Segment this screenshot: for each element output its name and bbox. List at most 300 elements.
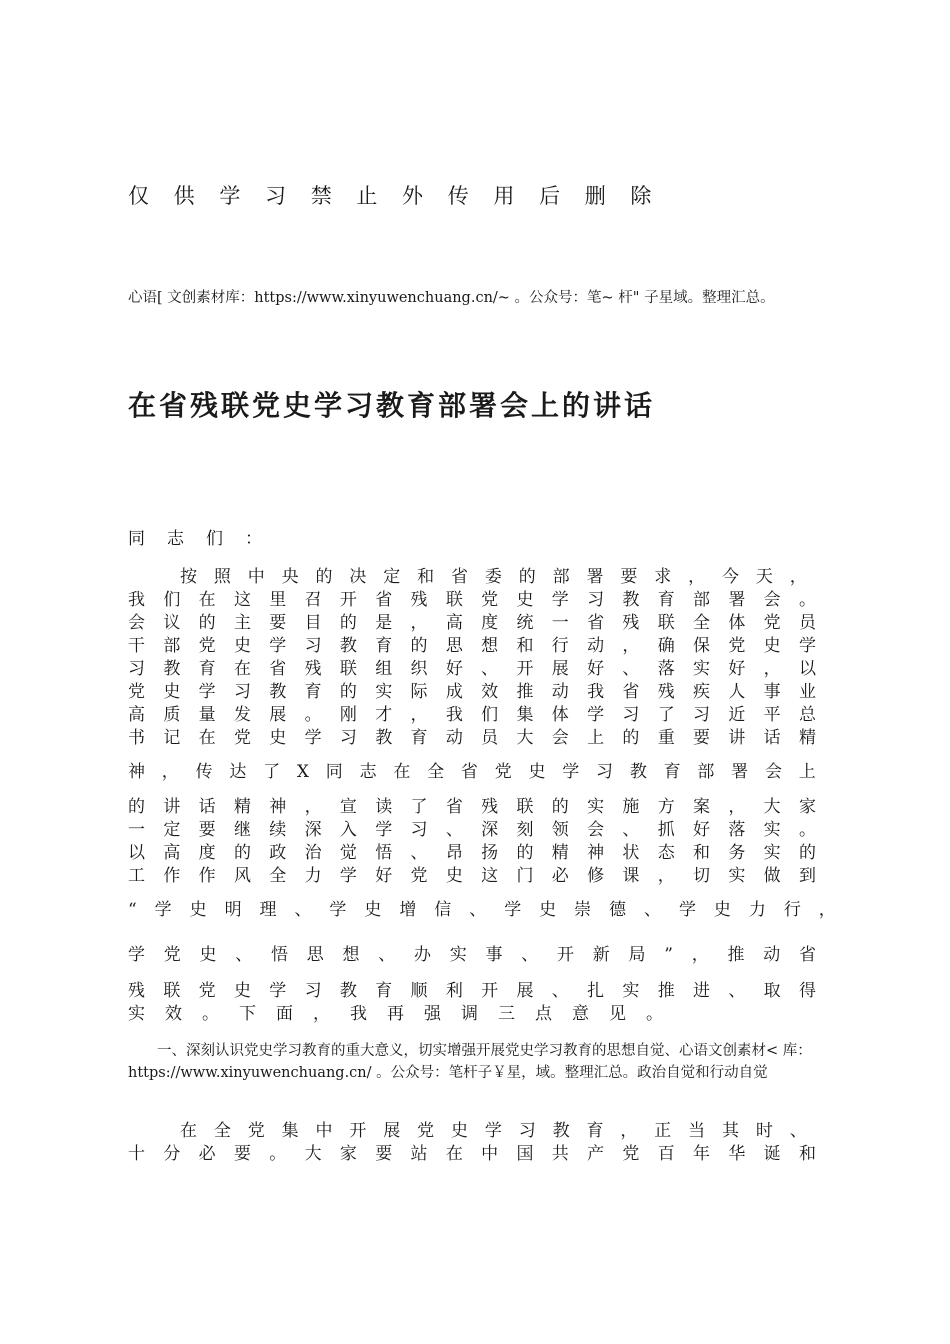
glyph: 。 bbox=[304, 705, 322, 725]
glyph: 省 bbox=[445, 797, 463, 817]
glyph: 育 bbox=[375, 981, 393, 1001]
glyph: 省 bbox=[460, 762, 478, 782]
glyph: ， bbox=[304, 797, 322, 817]
glyph: 作 bbox=[198, 866, 216, 886]
glyph: 动 bbox=[551, 682, 569, 702]
glyph: 在 bbox=[198, 590, 216, 610]
glyph: 史 bbox=[233, 981, 251, 1001]
glyph: 业 bbox=[798, 682, 816, 702]
glyph: 利 bbox=[445, 981, 463, 1001]
glyph: 见 bbox=[609, 1004, 626, 1024]
glyph: 、 bbox=[445, 820, 463, 840]
glyph: ， bbox=[620, 1121, 638, 1141]
glyph: 精 bbox=[233, 797, 251, 817]
glyph: 思 bbox=[445, 636, 463, 656]
glyph: 、 bbox=[622, 659, 640, 679]
glyph: 实 bbox=[763, 843, 781, 863]
glyph: 达 bbox=[229, 762, 247, 782]
glyph: 大 bbox=[763, 797, 781, 817]
glyph: 神 bbox=[269, 797, 287, 817]
glyph: 集 bbox=[281, 1121, 299, 1141]
glyph: 残 bbox=[657, 682, 675, 702]
glyph: 学 bbox=[484, 1121, 502, 1141]
glyph: 和 bbox=[798, 1144, 816, 1164]
glyph: 传 bbox=[195, 762, 213, 782]
glyph: 度 bbox=[481, 613, 499, 633]
glyph: 教 bbox=[622, 590, 640, 610]
glyph: 。 bbox=[202, 1004, 219, 1024]
glyph: ， bbox=[763, 659, 781, 679]
source-line: 心语[ 文创素材库：https://www.xinyuwenchuang.cn/~ 。公众号：笔~ 杆" 子星域。整理汇总。 bbox=[128, 290, 775, 306]
glyph: ， bbox=[789, 567, 807, 587]
glyph: 志 bbox=[359, 762, 377, 782]
glyph: 按 bbox=[180, 567, 197, 587]
glyph: 集 bbox=[516, 705, 534, 725]
glyph: 习 bbox=[339, 728, 357, 748]
glyph: 教 bbox=[339, 981, 357, 1001]
glyph: 才 bbox=[375, 705, 393, 725]
glyph: 党 bbox=[763, 613, 781, 633]
glyph: 学 bbox=[798, 636, 816, 656]
glyph: 们 bbox=[481, 705, 499, 725]
glyph: 史 bbox=[199, 945, 217, 965]
glyph: 的 bbox=[339, 613, 357, 633]
glyph: 省 bbox=[798, 945, 816, 965]
glyph: 定 bbox=[163, 820, 181, 840]
glyph: 局 bbox=[628, 945, 646, 965]
glyph: ， bbox=[622, 636, 640, 656]
glyph: 到 bbox=[798, 866, 816, 886]
glyph: 继 bbox=[233, 820, 251, 840]
glyph: 习 bbox=[693, 705, 710, 725]
glyph: 悟 bbox=[375, 843, 393, 863]
glyph: 上 bbox=[587, 728, 605, 748]
glyph: 推 bbox=[727, 945, 745, 965]
body-line bbox=[128, 589, 816, 612]
glyph: 党 bbox=[163, 945, 181, 965]
glyph: 政 bbox=[269, 843, 287, 863]
glyph: 事 bbox=[485, 945, 503, 965]
glyph: 意 bbox=[572, 1004, 589, 1024]
glyph: 史 bbox=[233, 636, 251, 656]
glyph: 书 bbox=[128, 728, 145, 748]
glyph: 平 bbox=[763, 705, 781, 725]
glyph: 展 bbox=[269, 705, 287, 725]
glyph: 学 bbox=[551, 590, 569, 610]
glyph: 习 bbox=[587, 590, 605, 610]
glyph: 要 bbox=[269, 613, 287, 633]
glyph: ， bbox=[410, 705, 428, 725]
glyph: 总 bbox=[798, 705, 816, 725]
glyph: 实 bbox=[449, 945, 467, 965]
glyph: 在 bbox=[198, 728, 216, 748]
body-line bbox=[128, 796, 816, 819]
glyph: 修 bbox=[587, 866, 605, 886]
glyph: 部 bbox=[697, 762, 715, 782]
glyph: 署 bbox=[586, 567, 604, 587]
glyph: 门 bbox=[516, 866, 534, 886]
glyph: 得 bbox=[798, 981, 816, 1001]
glyph: 。 bbox=[646, 1004, 663, 1024]
glyph: 十 bbox=[128, 1144, 145, 1164]
glyph: 开 bbox=[481, 981, 499, 1001]
glyph: 续 bbox=[269, 820, 287, 840]
glyph: 动 bbox=[763, 945, 781, 965]
glyph: 和 bbox=[516, 636, 534, 656]
glyph: 展 bbox=[383, 1121, 401, 1141]
glyph: 的 bbox=[516, 843, 534, 863]
glyph: 署 bbox=[728, 590, 746, 610]
body-line bbox=[128, 1143, 816, 1166]
glyph: 党 bbox=[728, 636, 746, 656]
glyph: 全 bbox=[213, 1121, 231, 1141]
glyph: ， bbox=[657, 866, 675, 886]
glyph: 的 bbox=[339, 682, 357, 702]
glyph: 员 bbox=[798, 613, 816, 633]
glyph: 要 bbox=[233, 1144, 251, 1164]
glyph: 调 bbox=[461, 1004, 478, 1024]
glyph: 入 bbox=[339, 820, 357, 840]
glyph: 史 bbox=[763, 636, 781, 656]
glyph: 我 bbox=[128, 590, 145, 610]
glyph: 习 bbox=[518, 1121, 536, 1141]
glyph: 刻 bbox=[516, 820, 534, 840]
body-line bbox=[128, 658, 816, 681]
glyph: 刚 bbox=[339, 705, 357, 725]
glyph: 育 bbox=[198, 659, 216, 679]
glyph: 一 bbox=[551, 613, 569, 633]
glyph: 高 bbox=[128, 705, 145, 725]
body-line bbox=[128, 612, 816, 635]
glyph: 成 bbox=[445, 682, 463, 702]
glyph: 话 bbox=[198, 797, 216, 817]
glyph: 学 bbox=[562, 762, 580, 782]
document-title: 在省残联党史学习教育部署会上的讲话 bbox=[128, 389, 656, 422]
glyph: 必 bbox=[551, 866, 569, 886]
glyph: 正 bbox=[654, 1121, 672, 1141]
glyph: 务 bbox=[728, 843, 746, 863]
glyph: 党 bbox=[622, 1144, 640, 1164]
glyph: 实 bbox=[622, 981, 640, 1001]
glyph: 昂 bbox=[445, 843, 463, 863]
glyph: 全 bbox=[269, 866, 287, 886]
glyph: 好 bbox=[375, 866, 393, 886]
glyph: 残 bbox=[481, 797, 499, 817]
body-line bbox=[128, 899, 836, 922]
glyph: 开 bbox=[339, 590, 357, 610]
glyph: 要 bbox=[198, 820, 216, 840]
glyph: 、 bbox=[481, 659, 499, 679]
glyph: 、 bbox=[410, 843, 428, 863]
glyph: 教 bbox=[269, 682, 287, 702]
glyph: 精 bbox=[798, 728, 816, 748]
glyph: 、 bbox=[551, 981, 569, 1001]
glyph: 习 bbox=[233, 682, 251, 702]
glyph: 和 bbox=[417, 567, 435, 587]
glyph: 教 bbox=[375, 728, 393, 748]
glyph: 上 bbox=[798, 762, 816, 782]
glyph: 求 bbox=[654, 567, 672, 587]
glyph: 干 bbox=[128, 636, 145, 656]
glyph: 党 bbox=[410, 866, 428, 886]
glyph: 党 bbox=[198, 981, 216, 1001]
glyph: 史 bbox=[516, 590, 534, 610]
glyph: 进 bbox=[693, 981, 710, 1001]
glyph: 党 bbox=[247, 1121, 265, 1141]
glyph: 中 bbox=[315, 1121, 333, 1141]
body-line bbox=[128, 1003, 816, 1026]
glyph: 学 bbox=[504, 900, 522, 920]
glyph: 会 bbox=[587, 820, 605, 840]
glyph: 力 bbox=[748, 900, 766, 920]
glyph: 的 bbox=[410, 636, 428, 656]
body-line bbox=[128, 819, 816, 842]
glyph: 主 bbox=[233, 613, 251, 633]
glyph: 理 bbox=[259, 900, 277, 920]
glyph: 的 bbox=[315, 567, 333, 587]
glyph: 展 bbox=[551, 659, 569, 679]
glyph: 和 bbox=[693, 843, 710, 863]
glyph: 治 bbox=[304, 843, 322, 863]
glyph: 史 bbox=[539, 900, 557, 920]
glyph: 在 bbox=[445, 1144, 463, 1164]
glyph: 、 bbox=[521, 945, 539, 965]
glyph: 天 bbox=[755, 567, 773, 587]
glyph: 信 bbox=[434, 900, 452, 920]
glyph: 。 bbox=[798, 820, 816, 840]
glyph: 状 bbox=[622, 843, 640, 863]
glyph: 以 bbox=[798, 659, 816, 679]
glyph: 德 bbox=[609, 900, 627, 920]
glyph: 宣 bbox=[339, 797, 357, 817]
glyph: 产 bbox=[587, 1144, 605, 1164]
glyph: 、 bbox=[644, 900, 661, 920]
glyph: 了 bbox=[657, 705, 675, 725]
glyph: 觉 bbox=[339, 843, 357, 863]
glyph: 的 bbox=[622, 728, 640, 748]
glyph: 、 bbox=[622, 820, 640, 840]
glyph: 员 bbox=[481, 728, 499, 748]
glyph: 行 bbox=[783, 900, 801, 920]
body-line bbox=[128, 980, 816, 1003]
glyph: 深 bbox=[304, 820, 322, 840]
glyph: 这 bbox=[481, 866, 499, 886]
glyph: 实 bbox=[375, 682, 393, 702]
glyph: 学 bbox=[339, 866, 357, 886]
glyph: 我 bbox=[350, 1004, 367, 1024]
glyph: 质 bbox=[163, 705, 181, 725]
glyph: 联 bbox=[657, 613, 675, 633]
glyph: 态 bbox=[657, 843, 675, 863]
glyph: ， bbox=[688, 567, 706, 587]
glyph: 党 bbox=[481, 590, 499, 610]
body-line bbox=[128, 681, 816, 704]
glyph: 神 bbox=[587, 843, 605, 863]
glyph: 大 bbox=[304, 1144, 322, 1164]
glyph: 了 bbox=[263, 762, 281, 782]
glyph: 必 bbox=[198, 1144, 216, 1164]
glyph: 决 bbox=[349, 567, 367, 587]
glyph: 织 bbox=[410, 659, 428, 679]
glyph: 诞 bbox=[763, 1144, 781, 1164]
glyph: 习 bbox=[304, 981, 322, 1001]
glyph: 好 bbox=[587, 659, 605, 679]
glyph: 强 bbox=[424, 1004, 441, 1024]
glyph: 作 bbox=[163, 866, 181, 886]
glyph: 增 bbox=[399, 900, 417, 920]
glyph: 读 bbox=[375, 797, 393, 817]
glyph: 的 bbox=[128, 797, 145, 817]
glyph: ， bbox=[313, 1004, 330, 1024]
glyph: 、 bbox=[235, 945, 253, 965]
glyph: 保 bbox=[693, 636, 710, 656]
glyph: 党 bbox=[198, 636, 216, 656]
glyph: 会 bbox=[128, 613, 145, 633]
glyph: 省 bbox=[587, 613, 605, 633]
glyph: 共 bbox=[551, 1144, 569, 1164]
glyph: 史 bbox=[451, 1121, 468, 1141]
glyph: 讲 bbox=[163, 797, 181, 817]
glyph: 教 bbox=[552, 1121, 570, 1141]
glyph: 以 bbox=[128, 843, 145, 863]
glyph: 省 bbox=[451, 567, 468, 587]
glyph: 教 bbox=[629, 762, 647, 782]
glyph: 部 bbox=[163, 636, 181, 656]
glyph: 想 bbox=[342, 945, 360, 965]
glyph: 习 bbox=[596, 762, 614, 782]
body-line bbox=[128, 704, 816, 727]
glyph: 效 bbox=[481, 682, 499, 702]
glyph: 学 bbox=[329, 900, 347, 920]
glyph: 体 bbox=[551, 705, 569, 725]
glyph: 史 bbox=[269, 728, 287, 748]
salutation bbox=[128, 528, 816, 551]
glyph: 会 bbox=[763, 590, 781, 610]
glyph: 同 bbox=[325, 762, 343, 782]
glyph: 一 bbox=[128, 820, 145, 840]
glyph: 会 bbox=[764, 762, 782, 782]
glyph: 。 bbox=[269, 1144, 287, 1164]
glyph: 省 bbox=[269, 659, 287, 679]
glyph: 力 bbox=[304, 866, 322, 886]
glyph: 、 bbox=[378, 945, 396, 965]
glyph: ， bbox=[161, 762, 179, 782]
glyph: 量 bbox=[198, 705, 216, 725]
glyph: 落 bbox=[728, 820, 746, 840]
section-heading: 一、深刻认识党史学习教育的重大意义，切实增强开展党史学习教育的思想自觉、心语文创素材< 库：https://www.xinyuwenchuang.cn/ 。公众号：笔杆子￥星，域。整理汇总。政治自觉和行动自觉 bbox=[128, 1043, 812, 1081]
glyph: 再 bbox=[387, 1004, 404, 1024]
glyph: 学 bbox=[375, 820, 393, 840]
glyph: 实 bbox=[728, 866, 746, 886]
glyph: 学 bbox=[198, 682, 216, 702]
glyph: 习 bbox=[410, 820, 428, 840]
glyph: 我 bbox=[445, 705, 463, 725]
glyph: 史 bbox=[189, 900, 207, 920]
glyph: 高 bbox=[445, 613, 463, 633]
body-line bbox=[128, 635, 816, 658]
glyph: 在 bbox=[180, 1121, 197, 1141]
glyph: 人 bbox=[728, 682, 746, 702]
glyph: 议 bbox=[163, 613, 181, 633]
glyph: 事 bbox=[763, 682, 781, 702]
glyph: 抓 bbox=[657, 820, 675, 840]
glyph: 讲 bbox=[728, 728, 746, 748]
glyph: 大 bbox=[516, 728, 534, 748]
glyph: 重 bbox=[657, 728, 675, 748]
glyph: 学 bbox=[269, 981, 287, 1001]
glyph: 新 bbox=[592, 945, 610, 965]
glyph: 育 bbox=[304, 682, 322, 702]
glyph: 了 bbox=[410, 797, 428, 817]
glyph: 党 bbox=[128, 682, 145, 702]
glyph: 部 bbox=[693, 590, 710, 610]
glyph: 站 bbox=[410, 1144, 428, 1164]
glyph: 育 bbox=[375, 636, 393, 656]
glyph: 里 bbox=[269, 590, 287, 610]
glyph: 其 bbox=[722, 1121, 739, 1141]
glyph: 行 bbox=[551, 636, 569, 656]
glyph: 史 bbox=[528, 762, 546, 782]
glyph: ， bbox=[691, 945, 709, 965]
glyph: 、 bbox=[294, 900, 312, 920]
glyph: 全 bbox=[693, 613, 710, 633]
glyph: 度 bbox=[198, 843, 216, 863]
glyph: 目 bbox=[304, 613, 322, 633]
glyph: 今 bbox=[722, 567, 739, 587]
glyph: 近 bbox=[728, 705, 746, 725]
glyph: 开 bbox=[516, 659, 534, 679]
glyph: 同 bbox=[128, 529, 145, 549]
glyph: 史 bbox=[445, 866, 463, 886]
glyph: 在 bbox=[393, 762, 411, 782]
glyph: 学 bbox=[128, 945, 145, 965]
body-line bbox=[128, 944, 816, 967]
glyph: 取 bbox=[763, 981, 781, 1001]
glyph: ， bbox=[728, 797, 746, 817]
glyph: 深 bbox=[481, 820, 499, 840]
glyph: 实 bbox=[763, 820, 781, 840]
glyph: 的 bbox=[551, 797, 569, 817]
body-line bbox=[128, 865, 816, 888]
glyph: 实 bbox=[128, 1004, 145, 1024]
glyph: 、 bbox=[728, 981, 746, 1001]
glyph: 想 bbox=[481, 636, 499, 656]
glyph: 残 bbox=[622, 613, 640, 633]
glyph: 实 bbox=[587, 797, 605, 817]
glyph: 史 bbox=[713, 900, 731, 920]
glyph: 志 bbox=[167, 529, 184, 549]
confidentiality-notice: 仅 供 学 习 禁 止 外 传 用 后 删 除 bbox=[128, 184, 661, 208]
glyph: 发 bbox=[233, 705, 251, 725]
glyph: 联 bbox=[339, 659, 357, 679]
glyph: 这 bbox=[233, 590, 251, 610]
glyph: ” bbox=[664, 945, 673, 965]
glyph: 领 bbox=[551, 820, 569, 840]
glyph: 时 bbox=[755, 1121, 773, 1141]
glyph: 三 bbox=[498, 1004, 515, 1024]
glyph: 要 bbox=[375, 1144, 393, 1164]
glyph: 工 bbox=[128, 866, 145, 886]
glyph: 点 bbox=[535, 1004, 552, 1024]
glyph: 教 bbox=[163, 659, 181, 679]
glyph: 、 bbox=[469, 900, 487, 920]
glyph: 的 bbox=[233, 843, 251, 863]
glyph: ， bbox=[818, 900, 836, 920]
glyph: 照 bbox=[213, 567, 231, 587]
glyph: 要 bbox=[620, 567, 638, 587]
glyph: 习 bbox=[622, 705, 640, 725]
glyph: 效 bbox=[165, 1004, 182, 1024]
